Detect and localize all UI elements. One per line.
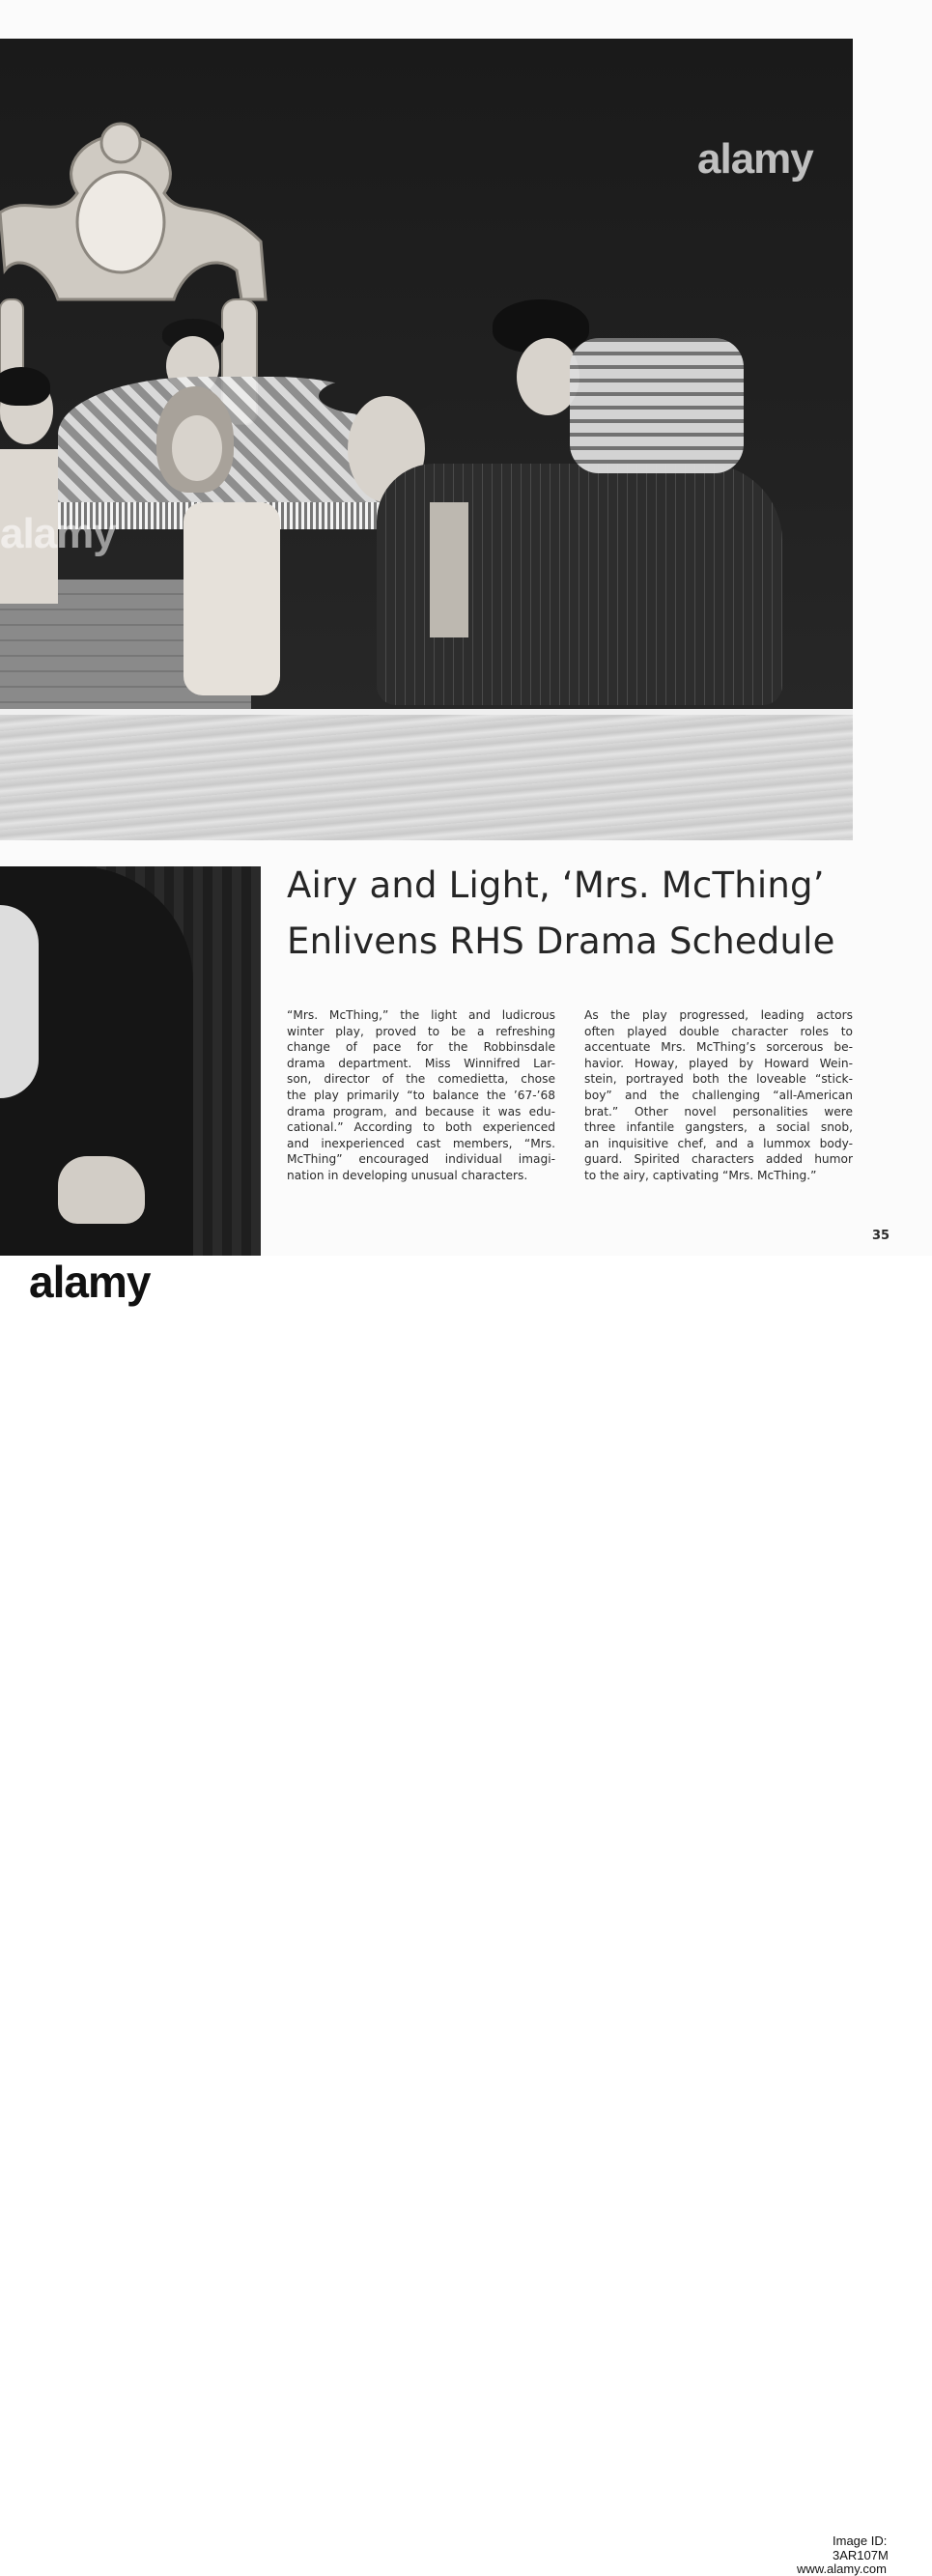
article-headline	[287, 858, 866, 970]
page-number: 35	[872, 1229, 890, 1243]
body-line: drama department. Miss Winnifred Lar-	[287, 1056, 555, 1070]
body-line: and inexperienced cast members, “Mrs.	[287, 1136, 555, 1150]
body-line: guard. Spirited characters added humor	[584, 1152, 853, 1167]
yearbook-page	[0, 0, 932, 1256]
body-line: an inquisitive chef, and a lummox body-	[584, 1136, 853, 1150]
stage-photo	[0, 39, 853, 840]
actor-boy-plaid	[493, 299, 753, 522]
actor-girl	[145, 386, 290, 715]
body-line: brat.” Other novel personalities were	[584, 1104, 853, 1118]
body-line: drama program, and because it was edu-	[287, 1104, 555, 1118]
body-line: havior. Howay, played by Howard Wein-	[584, 1056, 853, 1070]
headline-line-1: Airy and Light, ‘Mrs. McThing’	[287, 864, 825, 906]
body-line: three infantile gangsters, a social snob,	[584, 1120, 853, 1135]
headline-line-2: Enlivens RHS Drama Schedule	[287, 920, 835, 962]
body-line: son, director of the comedietta, chose	[287, 1072, 555, 1087]
body-line: stein, portrayed both the loveable “stick-	[584, 1072, 853, 1087]
image-id: Image ID: 3AR107M	[833, 2534, 889, 2562]
body-line: McThing” encouraged individual imagi-	[287, 1152, 555, 1167]
body-line: change of pace for the Robbinsdale	[287, 1040, 555, 1055]
article-column-right	[584, 1007, 853, 1184]
body-line: nation in developing unusual characters.	[287, 1168, 528, 1182]
body-line: accentuate Mrs. McThing’s sorcerous be-	[584, 1040, 853, 1055]
body-line: cational.” According to both experienced	[287, 1120, 555, 1135]
body-line: winter play, proved to be a refreshing	[287, 1024, 555, 1038]
body-line: “Mrs. McThing,” the light and ludicrous	[287, 1008, 555, 1022]
watermark-logo: alamy	[0, 510, 116, 557]
body-line: As the play progressed, leading actors	[584, 1008, 853, 1022]
watermark-logo: alamy	[697, 135, 813, 183]
article-column-left	[287, 1007, 555, 1184]
body-line: boy” and the challenging “all-American	[584, 1088, 853, 1102]
image-url: www.alamy.com	[797, 2562, 887, 2576]
body-line: to the airy, captivating “Mrs. McThing.”	[584, 1168, 817, 1182]
watermark-footer	[0, 1256, 932, 2576]
director-photo	[0, 866, 261, 1256]
watermark-brand: alamy	[29, 1257, 151, 1307]
body-line: the play primarily “to balance the ’67-’68	[287, 1088, 555, 1102]
stage-floor	[0, 715, 853, 840]
body-line: often played double character roles to	[584, 1024, 853, 1038]
